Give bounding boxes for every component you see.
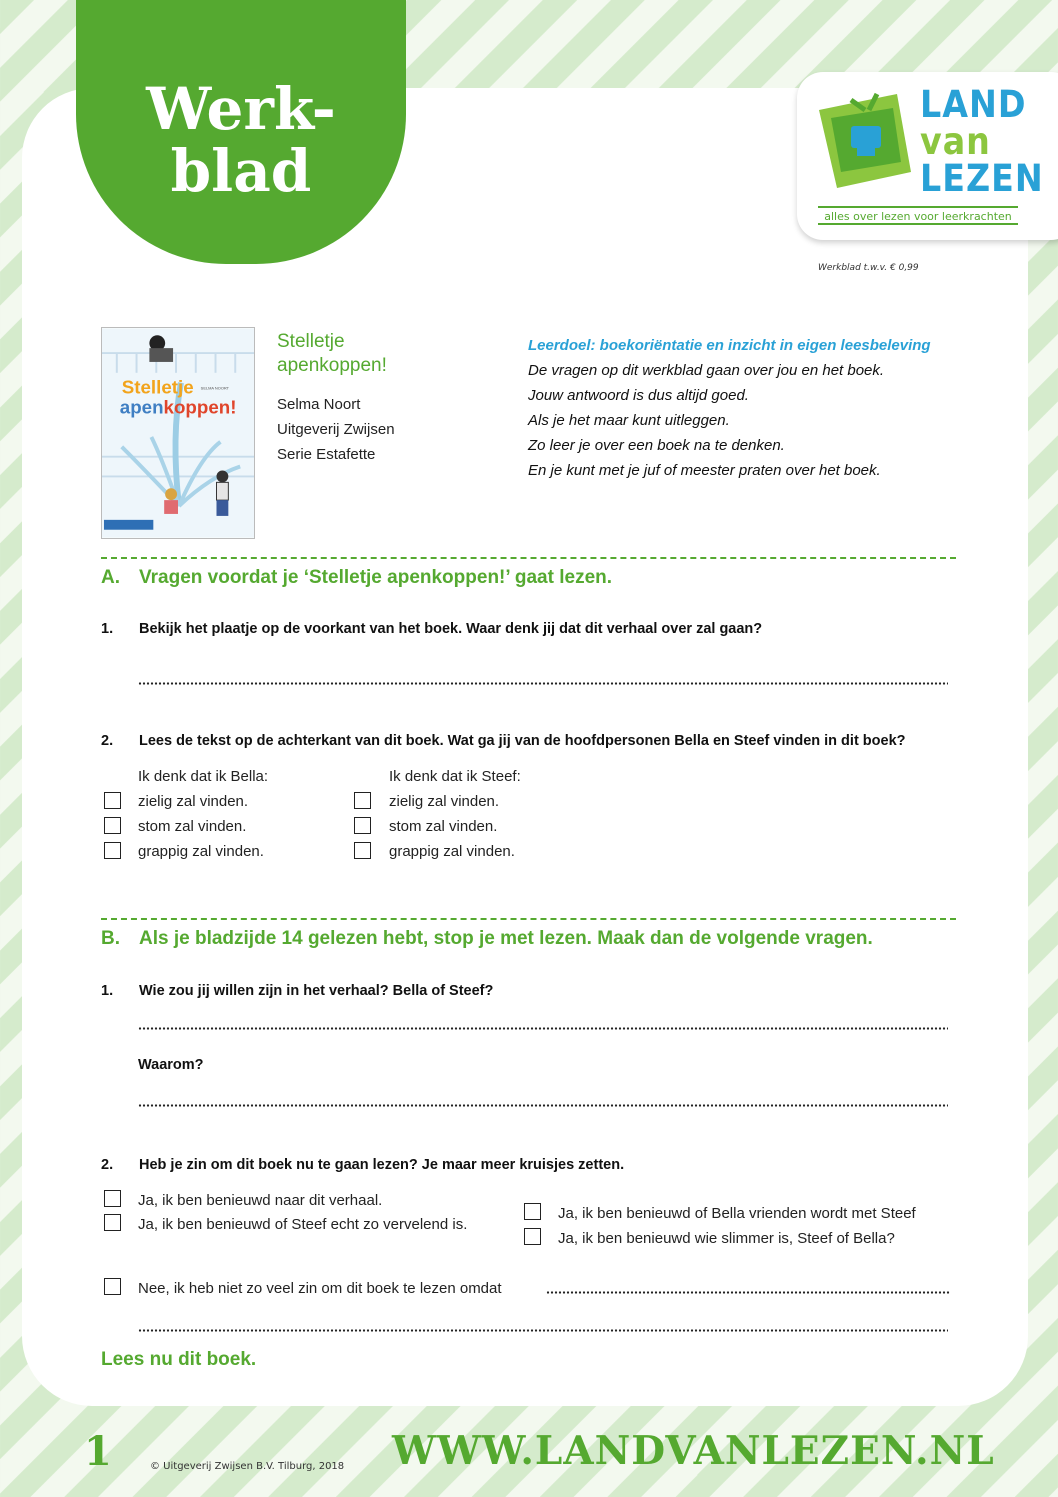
cover-title-line2	[120, 396, 237, 417]
intro-line: Zo leer je over een boek na te denken.	[528, 437, 785, 454]
option-benieuwd-verhaal: Ja, ik ben benieuwd naar dit verhaal.	[138, 1192, 383, 1209]
logo-wordmark	[920, 83, 1044, 200]
checkbox-wie-slimmer[interactable]	[524, 1228, 541, 1245]
page-number: 1	[84, 1428, 112, 1475]
cover-title-line1: Stelletje	[121, 376, 194, 398]
question-b1	[101, 983, 493, 999]
steef-option-stom: stom zal vinden.	[389, 818, 498, 835]
steef-option-zielig: zielig zal vinden.	[389, 793, 500, 810]
checkbox-bella-vrienden[interactable]	[524, 1203, 541, 1220]
answer-line[interactable]	[138, 1329, 948, 1332]
option-wie-slimmer: Ja, ik ben benieuwd wie slimmer is, Steef of Bella?	[558, 1230, 895, 1247]
question-a2	[101, 733, 906, 749]
book-info	[277, 330, 395, 467]
intro-text	[528, 333, 931, 483]
title-line-werk: Werk-	[146, 75, 336, 143]
section-divider	[101, 918, 956, 920]
book-cover-image	[101, 327, 255, 539]
cover-title-apen: apen	[119, 396, 164, 418]
book-title-line1: Stelletje	[277, 331, 345, 352]
option-steef-vervelend: Ja, ik ben benieuwd of Steef echt zo vervelend is.	[138, 1216, 468, 1233]
title-line-blad: blad	[170, 137, 312, 205]
section-title: Als je bladzijde 14 gelezen hebt, stop je met lezen. Maak dan de volgende vragen.	[139, 928, 873, 949]
learning-goal: Leerdoel: boekoriëntatie en inzicht in eigen leesbeleving	[528, 337, 931, 354]
section-b-heading	[101, 928, 873, 950]
bella-option-grappig: grappig zal vinden.	[138, 843, 264, 860]
question-number: 1.	[101, 983, 114, 999]
section-title: Vragen voordat je ‘Stelletje apenkoppen!’ gaat lezen.	[139, 567, 613, 588]
bella-checkbox-grappig[interactable]	[104, 842, 121, 859]
question-text: Heb je zin om dit boek nu te gaan lezen? Je maar meer kruisjes zetten.	[139, 1157, 625, 1173]
steef-checkbox-stom[interactable]	[354, 817, 371, 834]
section-divider	[101, 557, 956, 559]
bella-option-stom: stom zal vinden.	[138, 818, 247, 835]
option-nee: Nee, ik heb niet zo veel zin om dit boek te lezen omdat	[138, 1280, 502, 1297]
website-url: WWW.LANDVANLEZEN.NL	[392, 1428, 995, 1474]
book-author: Selma Noort	[277, 396, 361, 413]
intro-line: Jouw antwoord is dus altijd goed.	[528, 387, 749, 404]
question-number: 2.	[101, 733, 114, 749]
answer-line[interactable]	[138, 1104, 948, 1107]
intro-line: En je kunt met je juf of meester praten over het boek.	[528, 462, 881, 479]
copyright: © Uitgeverij Zwijsen B.V. Tilburg, 2018	[150, 1461, 345, 1472]
intro-line: Als je het maar kunt uitleggen.	[528, 412, 730, 429]
bella-heading: Ik denk dat ik Bella:	[138, 768, 269, 785]
cover-title-koppen: koppen!	[163, 396, 237, 418]
answer-line[interactable]	[138, 1027, 948, 1030]
answer-line[interactable]	[138, 682, 948, 685]
checkbox-nee[interactable]	[104, 1278, 121, 1295]
section-a-heading	[101, 567, 612, 589]
section-letter: A.	[101, 567, 120, 588]
logo-land: LAND	[920, 83, 1027, 126]
book-series: Serie Estafette	[277, 446, 376, 463]
tv-logo-icon	[817, 88, 915, 192]
option-bella-vrienden: Ja, ik ben benieuwd of Bella vrienden wordt met Steef	[558, 1205, 916, 1222]
checkbox-steef-vervelend[interactable]	[104, 1214, 121, 1231]
checkbox-benieuwd-verhaal[interactable]	[104, 1190, 121, 1207]
steef-option-grappig: grappig zal vinden.	[389, 843, 515, 860]
cover-author: SELMA NOORT	[200, 385, 230, 391]
price-note: Werkblad t.w.v. € 0,99	[818, 263, 919, 273]
book-title	[277, 330, 395, 378]
waarom-label: Waarom?	[138, 1057, 204, 1073]
question-number: 2.	[101, 1157, 114, 1173]
question-number: 1.	[101, 621, 114, 637]
steef-checkbox-grappig[interactable]	[354, 842, 371, 859]
question-text: Lees de tekst op de achterkant van dit boek. Wat ga jij van de hoofdpersonen Bella en Steef vinden in dit boek?	[139, 733, 906, 749]
book-meta	[277, 392, 395, 467]
question-a1	[101, 621, 762, 637]
worksheet-title	[76, 75, 406, 205]
question-b2	[101, 1157, 624, 1173]
intro-line: De vragen op dit werkblad gaan over jou en het boek.	[528, 362, 885, 379]
logo-van: van	[920, 120, 991, 163]
section-letter: B.	[101, 928, 120, 949]
bella-checkbox-stom[interactable]	[104, 817, 121, 834]
logo-tagline: alles over lezen voor leerkrachten	[818, 206, 1018, 225]
bella-option-zielig: zielig zal vinden.	[138, 793, 249, 810]
steef-checkbox-zielig[interactable]	[354, 792, 371, 809]
answer-line[interactable]	[546, 1291, 950, 1294]
book-title-line2: apenkoppen!	[277, 355, 387, 376]
book-publisher: Uitgeverij Zwijsen	[277, 421, 395, 438]
logo-lezen: LEZEN	[920, 157, 1044, 200]
closing-instruction: Lees nu dit boek.	[101, 1349, 257, 1370]
bella-checkbox-zielig[interactable]	[104, 792, 121, 809]
steef-heading: Ik denk dat ik Steef:	[389, 768, 521, 785]
question-text: Wie zou jij willen zijn in het verhaal? Bella of Steef?	[139, 983, 494, 999]
question-text: Bekijk het plaatje op de voorkant van het boek. Waar denk jij dat dit verhaal over zal gaan?	[139, 621, 763, 637]
